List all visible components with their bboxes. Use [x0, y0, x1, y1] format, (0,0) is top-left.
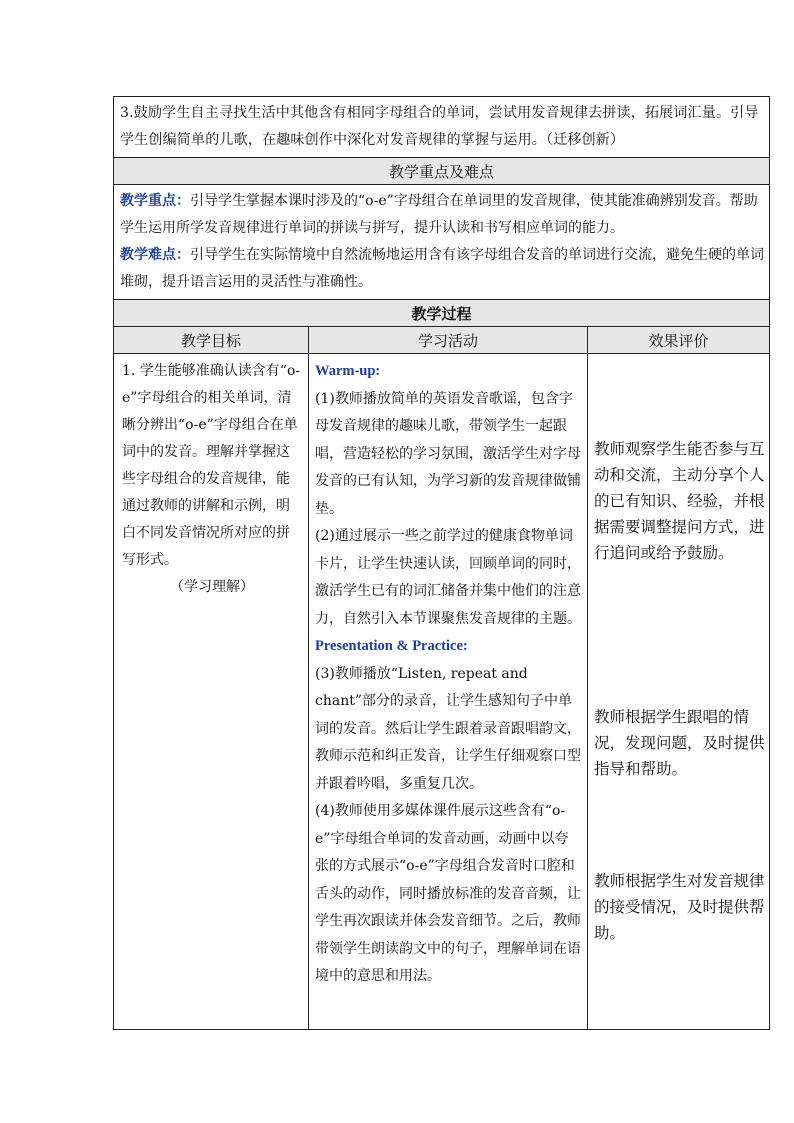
presentation-step-3: (3)教师播放“Listen, repeat and chant”部分的录音，让学生感知句子中单词的发音。然后让学生跟着录音跟唱韵文，教师示范和纠正发音，让学生仔细观察口型并跟着吟唱，多重复几次。 [315, 665, 581, 792]
difficulty-point [120, 242, 765, 296]
warmup-step-2: (2)通过展示一些之前学过的健康食物单词卡片，让学生快速认读，回顾单词的同时，激活学生已有的词汇储备并集中他们的注意力，自然引入本节课聚焦发音规律的主题。 [315, 528, 581, 627]
goal-text: 1. 学生能够准确认读含有“o-e”字母组合的相关单词，清晰分辨出“o-e”字母组合在单词中的发音。理解并掌握这些字母组合的发音规律，能通过教师的讲解和示例，明白不同发音情况所对应的拼写形式。 [122, 363, 301, 568]
key-section-body [114, 185, 770, 300]
process-content-row [114, 354, 770, 1030]
evaluation-1: 教师观察学生能否参与互动和交流，主动分享个人的已有知识、经验，并根据需要调整提问方式，进行追问或给予鼓励。 [594, 440, 765, 562]
header-goal: 教学目标 [114, 327, 309, 354]
key-point-text: 引导学生掌握本课时涉及的“o-e”字母组合在单词里的发音规律，使其能准确辨别发音。帮助学生运用所学发音规律进行单词的拼读与拼写，提升认读和书写相应单词的能力。 [120, 193, 758, 236]
key-point-label: 教学重点： [120, 193, 190, 209]
presentation-title: Presentation & Practice: [315, 638, 468, 654]
goal-tag: （学习理解） [170, 579, 254, 595]
lesson-plan-table [113, 96, 770, 1030]
column-header-row [114, 327, 770, 354]
difficulty-label: 教学难点： [120, 247, 190, 263]
activity-cell [309, 354, 588, 1030]
header-evaluation: 效果评价 [588, 327, 770, 354]
process-title: 教学过程 [114, 300, 770, 327]
process-header-row [114, 300, 770, 327]
evaluation-cell [588, 354, 770, 1030]
intro-row [114, 97, 770, 158]
key-section-row [114, 185, 770, 300]
evaluation-2: 教师根据学生跟唱的情况，发现问题，及时提供指导和帮助。 [594, 708, 765, 778]
key-section-title: 教学重点及难点 [114, 158, 770, 185]
difficulty-text: 引导学生在实际情境中自然流畅地运用含有该字母组合发音的单词进行交流，避免生硬的单词堆砌，提升语言运用的灵活性与准确性。 [120, 247, 764, 290]
intro-text: 3.鼓励学生自主寻找生活中其他含有相同字母组合的单词，尝试用发音规律去拼读，拓展词汇量。引导学生创编简单的儿歌，在趣味创作中深化对发音规律的掌握与运用。（迁移创新） [114, 97, 770, 158]
header-activity: 学习活动 [309, 327, 588, 354]
goal-cell [114, 354, 309, 1030]
key-point [120, 188, 765, 242]
warmup-title: Warm-up: [315, 363, 381, 379]
warmup-step-1: (1)教师播放简单的英语发音歌谣，包含字母发音规律的趣味儿歌，带领学生一起跟唱，营造轻松的学习氛围，激活学生对字母发音的已有认知，为学习新的发音规律做铺垫。 [315, 390, 581, 517]
presentation-step-4: (4)教师使用多媒体课件展示这些含有“o-e”字母组合单词的发音动画，动画中以夸张的方式展示“o-e”字母组合发音时口腔和舌头的动作，同时播放标准的发音音频，让学生再次跟读并体会发音细节。之后，教师带领学生朗读韵文中的句子，理解单词在语境中的意思和用法。 [315, 803, 581, 984]
evaluation-3: 教师根据学生对发音规律的接受情况，及时提供帮助。 [594, 872, 765, 942]
key-section-header-row [114, 158, 770, 185]
